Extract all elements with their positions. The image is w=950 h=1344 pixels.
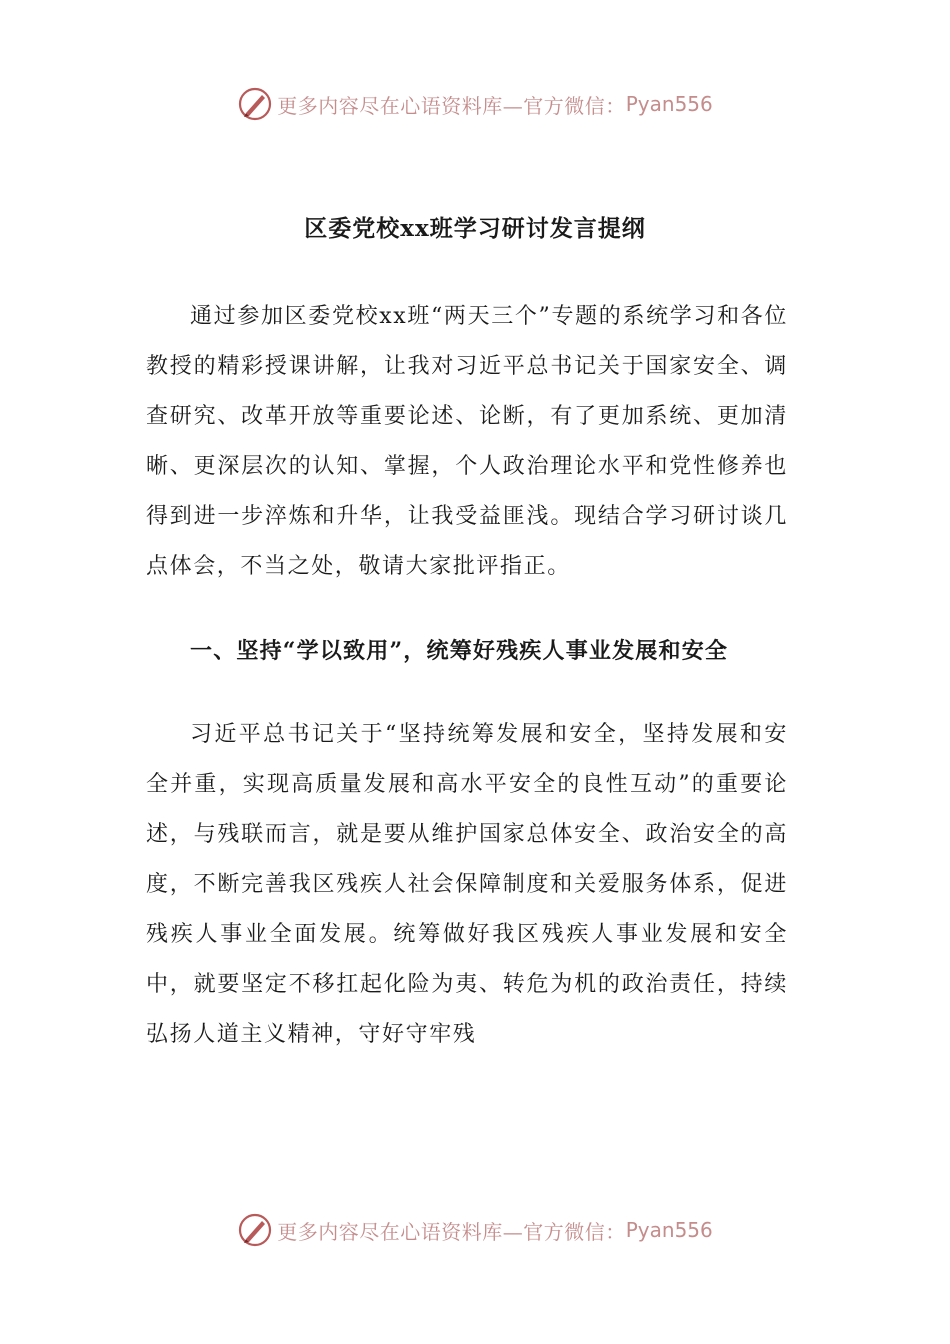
watermark-banner-top <box>0 82 950 126</box>
watermark-text: 更多内容尽在心语资料库—官方微信： <box>277 93 626 118</box>
pen-circle-logo-icon <box>237 1212 273 1248</box>
paragraph-section-1: 习近平总书记关于“坚持统筹发展和安全，坚持发展和安全并重，实现高质量发展和高水平安全的良性互动”的重要论述，与残联而言，就是要从维护国家总体安全、政治安全的高度，不断完善我区残疾人社会保障制度和关爱服务体系，促进残疾人事业全面发展。统筹做好我区残疾人事业发展和安全中，就要坚定不移扛起化险为夷、转危为机的政治责任，持续弘扬人道主义精神，守好守牢残 <box>146 722 788 1047</box>
document-title: 区委党校xx班学习研讨发言提纲 <box>304 215 646 242</box>
watermark-text: 更多内容尽在心语资料库—官方微信： <box>277 1219 626 1244</box>
watermark-id: Pyan556 <box>625 92 713 116</box>
watermark-banner-bottom <box>0 1208 950 1252</box>
section-heading-1: 一、坚持“学以致用”，统筹好残疾人事业发展和安全 <box>190 638 729 664</box>
document-body <box>146 292 788 1060</box>
paragraph-intro: 通过参加区委党校xx班“两天三个”专题的系统学习和各位教授的精彩授课讲解，让我对习近平总书记关于国家安全、调查研究、改革开放等重要论述、论断，有了更加系统、更加清晰、更深层次的认知、掌握，个人政治理论水平和党性修养也得到进一步淬炼和升华，让我受益匪浅。现结合学习研讨谈几点体会，不当之处，敬请大家批评指正。 <box>146 304 788 579</box>
pen-circle-logo-icon <box>237 86 273 122</box>
watermark-id: Pyan556 <box>625 1218 713 1242</box>
